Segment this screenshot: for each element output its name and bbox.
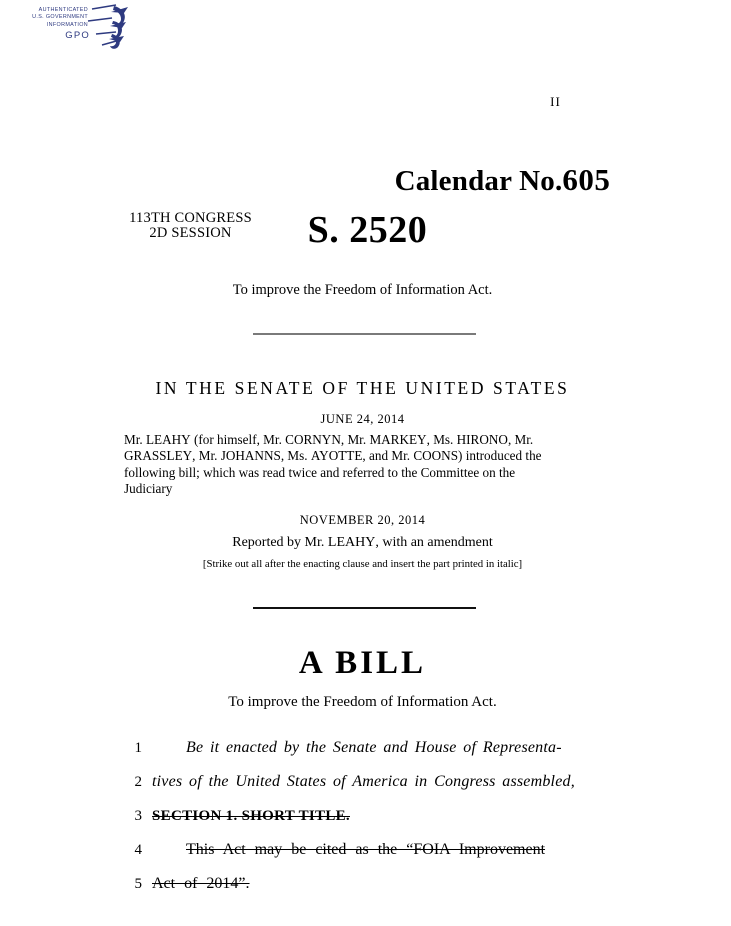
- congress-bill-row: [0, 208, 731, 264]
- line-number: 1: [134, 740, 142, 756]
- reported-date: NOVEMBER 20, 2014: [299, 513, 426, 527]
- sponsors-paragraph: [124, 432, 608, 497]
- calendar-number: 605: [562, 162, 611, 197]
- calendar-number-heading: [137, 162, 731, 198]
- bill-purpose: To improve the Freedom of Information Act.: [228, 694, 497, 710]
- sponsors-line-1: Mr. LEAHY (for himself, Mr. CORNYN, Mr. MARKEY, Ms. HIRONO, Mr.: [124, 432, 534, 447]
- bill-number: S. 2520: [307, 209, 428, 251]
- line-text: SECTION 1. SHORT TITLE.: [152, 808, 350, 824]
- line-number: 4: [134, 842, 142, 858]
- line-number: 3: [134, 808, 142, 824]
- divider-rule-bottom: [253, 607, 476, 609]
- bill-body-line: [0, 765, 731, 799]
- bill-subtitle: To improve the Freedom of Information Act.: [232, 282, 493, 298]
- bill-body-line: [0, 731, 731, 765]
- line-text: tives of the United States of America in Congress assembled,: [152, 773, 575, 790]
- line-number: 5: [134, 876, 142, 892]
- gpo-authentication-seal: [14, 4, 130, 50]
- gpo-seal-line-2: U.S. GOVERNMENT: [32, 14, 88, 21]
- eagle-icon: [86, 4, 130, 50]
- bill-body-line: [0, 833, 731, 867]
- amendment-instruction-note: [Strike out all after the enacting clause and insert the part printed in italic]: [202, 558, 523, 570]
- line-text: Be it enacted by the Senate and House of Representa-: [186, 739, 562, 756]
- gpo-seal-line-1: AUTHENTICATED: [38, 7, 88, 13]
- divider-rule-top: [253, 333, 476, 335]
- congress-session-block: [118, 211, 263, 241]
- congress-session: 2D SESSION: [149, 225, 232, 241]
- page-marker: II: [550, 94, 561, 109]
- senate-heading: IN THE SENATE OF THE UNITED STATES: [155, 378, 570, 398]
- sponsors-line-4: Judiciary: [124, 480, 173, 496]
- gpo-seal-line-3: INFORMATION: [46, 21, 88, 28]
- bill-body-line: [0, 799, 731, 833]
- gpo-seal-label: GPO: [65, 30, 90, 41]
- bill-body: [0, 731, 731, 901]
- line-number: 2: [134, 774, 142, 790]
- sponsors-line-3: following bill; which was read twice and referred to the Committee on the: [124, 464, 516, 480]
- sponsors-line-2: GRASSLEY, Mr. JOHANNS, Ms. AYOTTE, and Mr. COONS) introduced the: [124, 448, 542, 464]
- introduced-date: JUNE 24, 2014: [320, 412, 405, 426]
- reported-by-line: Reported by Mr. LEAHY, with an amendment: [232, 535, 493, 550]
- congress-number: 113TH CONGRESS: [129, 210, 252, 226]
- bill-title: A BILL: [298, 645, 427, 681]
- calendar-label: Calendar No.: [394, 165, 563, 197]
- line-text: Act of 2014”.: [152, 875, 250, 892]
- line-text: This Act may be cited as the “FOIA Improvement: [186, 841, 546, 858]
- gpo-seal-text: [14, 7, 88, 29]
- bill-body-line: [0, 867, 731, 901]
